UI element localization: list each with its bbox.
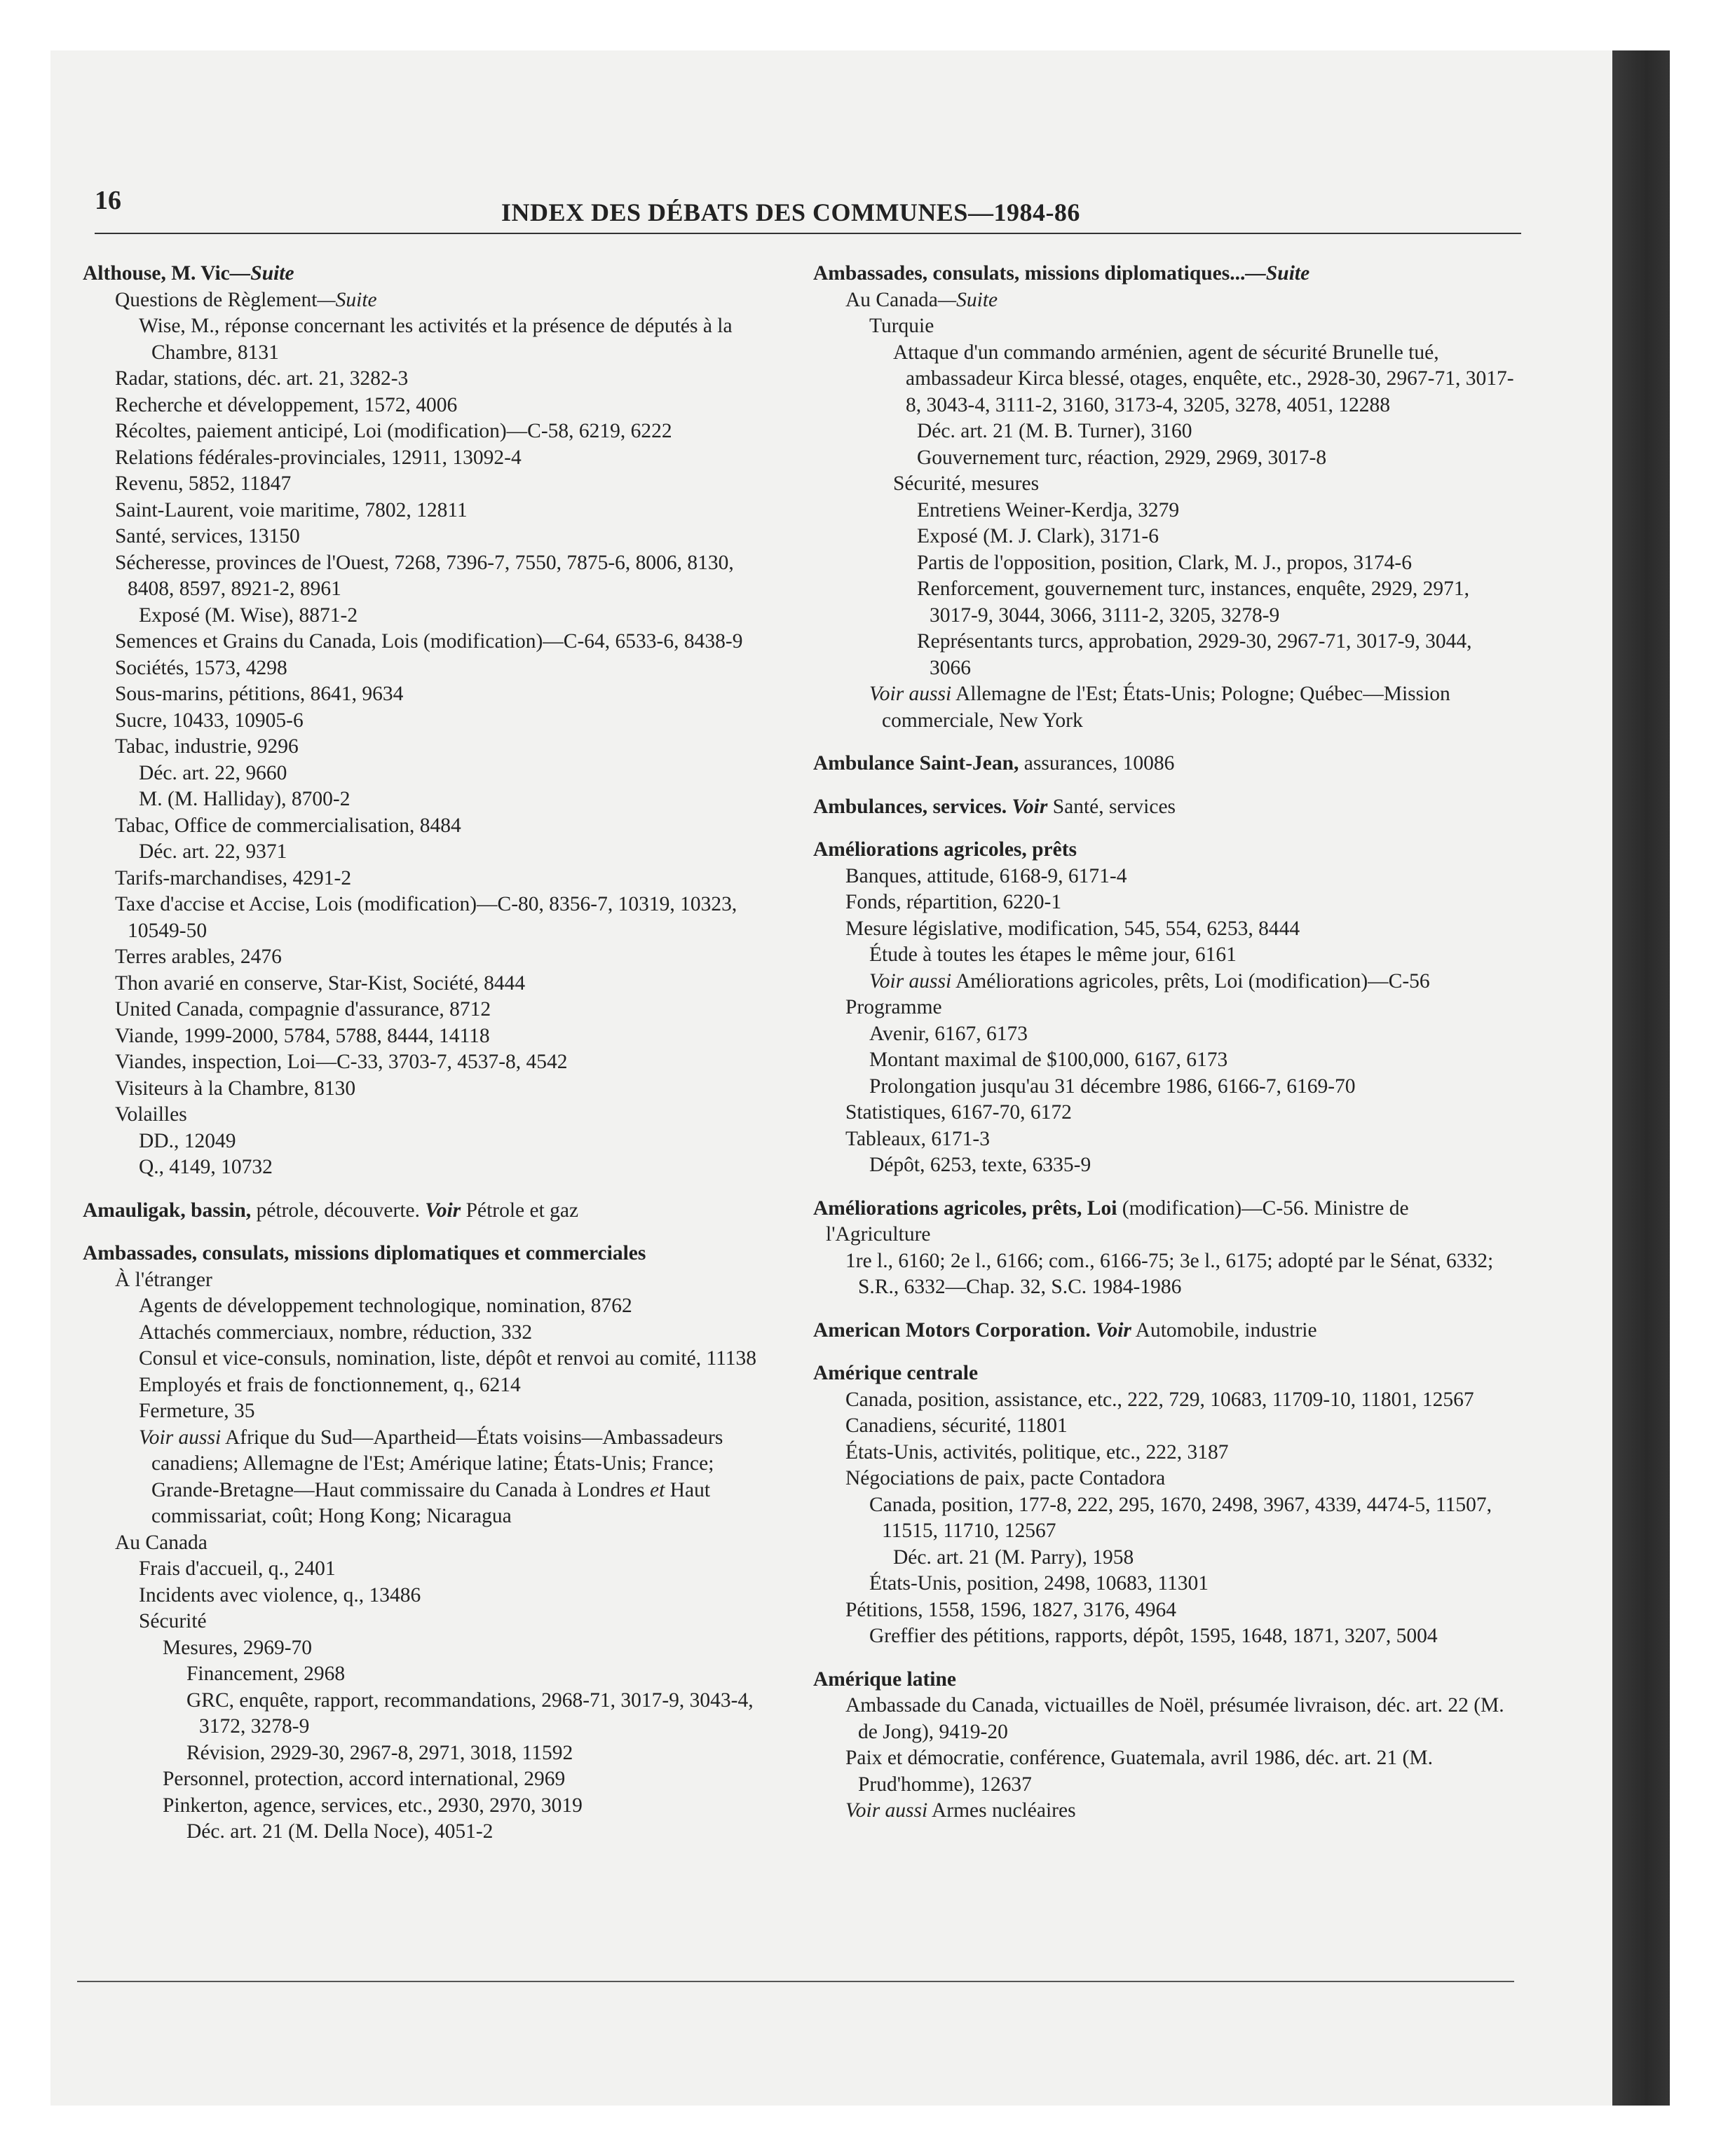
entry-text: Sécheresse, provinces de l'Ouest, 7268, 7396-7, 7550, 7875-6, 8006, 8130, 8408, 8597, 8921-2, 8961 — [115, 551, 734, 600]
entry-text: Sociétés, 1573, 4298 — [115, 656, 287, 679]
index-entry — [83, 1398, 784, 1425]
index-entry — [813, 995, 1514, 1021]
entry-text: Q., 4149, 10732 — [139, 1156, 273, 1178]
entry-text: Canada, position, 177-8, 222, 295, 1670, 2498, 3967, 4339, 4474-5, 11507, 11515, 11710, 12567 — [869, 1493, 1492, 1542]
entry-text: Sécurité — [139, 1610, 207, 1632]
entry-text: Révision, 2929-30, 2967-8, 2971, 3018, 11592 — [186, 1741, 573, 1764]
index-entry — [813, 498, 1514, 524]
index-entry — [813, 1021, 1514, 1048]
entry-italic-text: et — [650, 1478, 665, 1501]
index-entry — [83, 760, 784, 787]
entry-text — [1091, 1319, 1096, 1342]
index-entry — [813, 1597, 1514, 1624]
entry-text: Greffier des pétitions, rapports, dépôt, 1595, 1648, 1871, 3207, 5004 — [869, 1625, 1438, 1647]
entry-text: Incidents avec violence, q., 13486 — [139, 1583, 421, 1606]
entry-text: Relations fédérales-provinciales, 12911, 13092-4 — [115, 446, 522, 469]
index-heading — [813, 794, 1514, 821]
entry-text: Représentants turcs, approbation, 2929-30, 2967-71, 3017-9, 3044, 3066 — [917, 630, 1472, 679]
index-entry — [83, 1661, 784, 1688]
index-entry — [813, 1152, 1514, 1179]
index-entry — [83, 418, 784, 445]
index-entry — [83, 866, 784, 892]
entry-heading-text: Ambulance Saint-Jean, — [813, 752, 1019, 775]
entry-text: Allemagne de l'Est; États-Unis; Pologne; Québec—Mission commerciale, New York — [882, 683, 1450, 732]
continued-label: —Suite — [1245, 262, 1310, 285]
index-entry — [813, 313, 1514, 340]
index-entry — [83, 629, 784, 655]
entry-heading-text: Amérique latine — [813, 1667, 957, 1691]
index-entry — [813, 1387, 1514, 1414]
index-entry — [813, 969, 1514, 995]
entry-text: Exposé (M. Wise), 8871-2 — [139, 603, 358, 627]
index-entry — [83, 471, 784, 498]
index-heading — [813, 1318, 1514, 1344]
entry-text: Montant maximal de $100,000, 6167, 6173 — [869, 1049, 1228, 1071]
index-entry — [83, 1740, 784, 1767]
index-entry — [83, 1688, 784, 1740]
entry-text: À l'étranger — [115, 1268, 212, 1291]
entry-text: Sous-marins, pétitions, 8641, 9634 — [115, 683, 404, 705]
index-entry — [813, 1413, 1514, 1440]
entry-heading-text: American Motors Corporation. — [813, 1318, 1091, 1342]
index-entry — [813, 629, 1514, 681]
index-entry — [83, 1766, 784, 1793]
index-heading — [813, 1360, 1514, 1387]
entry-text: Paix et démocratie, conférence, Guatemala, avril 1986, déc. art. 21 (M. Prud'homme), 12637 — [845, 1747, 1433, 1796]
index-heading — [813, 1196, 1514, 1248]
index-entry — [813, 916, 1514, 943]
index-heading — [83, 1241, 784, 1267]
entry-text: Santé, services, 13150 — [115, 525, 300, 547]
index-entry — [83, 1556, 784, 1583]
index-entry — [83, 944, 784, 971]
entry-text: Recherche et développement, 1572, 4006 — [115, 393, 458, 416]
index-entry — [83, 1346, 784, 1372]
entry-text: Viande, 1999-2000, 5784, 5788, 8444, 14118 — [115, 1024, 490, 1047]
entry-text: Partis de l'opposition, position, Clark, M. J., propos, 3174-6 — [917, 551, 1412, 574]
cross-reference-label: Voir aussi — [869, 683, 952, 705]
entry-text: Renforcement, gouvernement turc, instances, enquête, 2929, 2971, 3017-9, 3044, 3066, 3111-2, 3205, 3278-9 — [917, 578, 1470, 627]
entry-text: Dépôt, 6253, texte, 6335-9 — [869, 1154, 1091, 1176]
index-entry — [813, 445, 1514, 472]
entry-text: Agents de développement technologique, nomination, 8762 — [139, 1295, 632, 1317]
entry-heading-text: Amérique centrale — [813, 1362, 979, 1384]
index-entry — [813, 340, 1514, 419]
index-entry — [83, 655, 784, 682]
index-entry — [813, 576, 1514, 629]
continued-label: —Suite — [317, 288, 377, 311]
index-entry — [83, 498, 784, 524]
entry-text: 1re l., 6160; 2e l., 6166; com., 6166-75; 3e l., 6175; adopté par le Sénat, 6332; S.R., 6332—Chap. 32, S.C. 1984-1986 — [845, 1249, 1494, 1298]
entry-text: Avenir, 6167, 6173 — [869, 1022, 1028, 1045]
entry-text: Tabac, Office de commercialisation, 8484 — [115, 814, 461, 837]
index-entry — [83, 839, 784, 866]
entry-text: Sucre, 10433, 10905-6 — [115, 709, 304, 732]
index-entry — [83, 1076, 784, 1103]
entry-text: Gouvernement turc, réaction, 2929, 2969, 3017-8 — [917, 446, 1327, 469]
index-entry — [83, 1583, 784, 1609]
index-entry — [83, 997, 784, 1023]
entry-heading-text: Ambulances, services. — [813, 795, 1007, 818]
entry-heading-text: Améliorations agricoles, prêts — [813, 838, 1077, 861]
index-entry — [83, 524, 784, 550]
entry-text: Thon avarié en conserve, Star-Kist, Société, 8444 — [115, 971, 526, 995]
continued-label: —Suite — [229, 262, 294, 285]
index-entry — [813, 1693, 1514, 1745]
index-entry — [813, 524, 1514, 550]
entry-text: Prolongation jusqu'au 31 décembre 1986, 6166-7, 6169-70 — [869, 1074, 1356, 1098]
index-entry — [813, 942, 1514, 969]
entry-text: Consul et vice-consuls, nomination, liste, dépôt et renvoi au comité, 11138 — [139, 1347, 757, 1370]
entry-text: Fonds, répartition, 6220-1 — [845, 891, 1062, 913]
index-entry — [83, 603, 784, 629]
entry-text: Au Canada — [845, 288, 938, 311]
index-entry — [83, 445, 784, 472]
index-entry — [83, 1530, 784, 1557]
entry-text: Déc. art. 21 (M. Della Noce), 4051-2 — [186, 1820, 494, 1843]
index-column-left — [83, 261, 784, 1845]
entry-text: Déc. art. 21 (M. B. Turner), 3160 — [917, 420, 1192, 442]
entry-text: Tarifs-marchandises, 4291-2 — [115, 866, 352, 889]
entry-heading-text: Althouse, M. Vic — [83, 262, 230, 285]
entry-text: États-Unis, activités, politique, etc., 222, 3187 — [845, 1440, 1229, 1464]
entry-text: Pétrole et gaz — [461, 1199, 579, 1222]
index-entry — [83, 813, 784, 840]
index-entry — [83, 1635, 784, 1662]
cross-reference-label: Voir — [1096, 1318, 1131, 1342]
index-entry — [813, 1100, 1514, 1126]
entry-text: assurances, 10086 — [1019, 752, 1175, 775]
cross-reference-label: Voir — [1012, 795, 1048, 818]
index-entry — [813, 864, 1514, 890]
entry-text: Haut commissariat, coût; Hong Kong; Nicaragua — [151, 1478, 711, 1527]
index-entry — [83, 393, 784, 419]
entry-text: Armes nucléaires — [927, 1799, 1076, 1822]
index-entry — [83, 1267, 784, 1294]
index-entry — [83, 1049, 784, 1076]
entry-text: Ambassade du Canada, victuailles de Noël, présumée livraison, déc. art. 22 (M. de Jong), 9419-20 — [845, 1694, 1504, 1743]
entry-text — [1007, 796, 1012, 818]
scan-dark-edge — [1612, 50, 1670, 2106]
index-entry — [83, 892, 784, 944]
entry-text: GRC, enquête, rapport, recommandations, 2968-71, 3017-9, 3043-4, 3172, 3278-9 — [186, 1688, 754, 1738]
index-column-right — [813, 261, 1514, 1824]
entry-text: Visiteurs à la Chambre, 8130 — [115, 1077, 356, 1100]
entry-text: Volailles — [115, 1103, 187, 1126]
entry-text: Déc. art. 21 (M. Parry), 1958 — [893, 1546, 1134, 1569]
index-entry — [83, 1128, 784, 1155]
entry-text: Employés et frais de fonctionnement, q., 6214 — [139, 1373, 521, 1396]
entry-text: Saint-Laurent, voie maritime, 7802, 12811 — [115, 498, 468, 521]
entry-text: États-Unis, position, 2498, 10683, 11301 — [869, 1572, 1209, 1595]
index-entry — [813, 1440, 1514, 1466]
entry-text: Canadiens, sécurité, 11801 — [845, 1414, 1068, 1437]
entry-text: Améliorations agricoles, prêts, Loi (modification)—C-56 — [951, 969, 1430, 992]
entry-text: United Canada, compagnie d'assurance, 8712 — [115, 998, 491, 1021]
entry-text: Pinkerton, agence, services, etc., 2930, 2970, 3019 — [163, 1794, 583, 1817]
index-entry — [813, 1571, 1514, 1597]
entry-text: Afrique du Sud—Apartheid—États voisins—Ambassadeurs canadiens; Allemagne de l'Est; Amérique latine; États-Unis; France; Grande-Bretagne—Haut commissaire du Canada à Londres — [151, 1426, 723, 1501]
entry-text: Déc. art. 22, 9371 — [139, 840, 287, 863]
entry-text: (modification)—C-56. Ministre de l'Agriculture — [826, 1196, 1409, 1246]
index-entry — [83, 1609, 784, 1635]
index-entry — [813, 681, 1514, 734]
entry-text: Programme — [845, 996, 942, 1018]
index-entry — [83, 681, 784, 708]
entry-heading-text: Ambassades, consulats, missions diplomatiques et commerciales — [83, 1242, 646, 1264]
entry-text: Wise, M., réponse concernant les activités et la présence de députés à la Chambre, 8131 — [139, 315, 733, 364]
entry-text: Semences et Grains du Canada, Lois (modification)—C-64, 6533-6, 8438-9 — [115, 630, 743, 653]
entry-text: Mesure législative, modification, 545, 554, 6253, 8444 — [845, 917, 1300, 940]
index-entry — [813, 1126, 1514, 1153]
entry-text: Tabac, industrie, 9296 — [115, 735, 299, 758]
index-entry — [83, 1320, 784, 1346]
index-entry — [83, 734, 784, 760]
entry-text: Sécurité, mesures — [893, 472, 1040, 495]
entry-text: Étude à toutes les étapes le même jour, 6161 — [869, 943, 1237, 966]
index-entry — [813, 471, 1514, 498]
page-number: 16 — [95, 186, 121, 215]
index-entry — [83, 1793, 784, 1820]
index-entry — [813, 550, 1514, 577]
index-entry — [813, 1248, 1514, 1301]
index-entry — [83, 1023, 784, 1050]
index-entry — [813, 1623, 1514, 1650]
index-entry — [813, 1492, 1514, 1545]
cross-reference-label: Voir aussi — [139, 1426, 222, 1449]
index-entry — [813, 418, 1514, 445]
entry-text: Au Canada — [115, 1531, 207, 1554]
entry-text: Radar, stations, déc. art. 21, 3282-3 — [115, 367, 409, 390]
index-heading — [813, 1667, 1514, 1693]
index-heading — [813, 837, 1514, 864]
entry-text: Canada, position, assistance, etc., 222, 729, 10683, 11709-10, 11801, 12567 — [845, 1388, 1474, 1411]
footer-rule — [77, 1981, 1514, 1982]
entry-text: pétrole, découverte. — [251, 1199, 426, 1222]
entry-text: Statistiques, 6167-70, 6172 — [845, 1101, 1072, 1124]
index-entry — [83, 786, 784, 813]
page-header — [95, 184, 1521, 234]
index-entry — [813, 1798, 1514, 1824]
entry-text: Viandes, inspection, Loi—C-33, 3703-7, 4537-8, 4542 — [115, 1051, 568, 1073]
index-entry — [83, 550, 784, 603]
entry-text: Revenu, 5852, 11847 — [115, 472, 292, 495]
entry-text: Déc. art. 22, 9660 — [139, 761, 287, 784]
entry-text: Automobile, industrie — [1131, 1318, 1317, 1342]
entry-text: Fermeture, 35 — [139, 1400, 255, 1422]
running-title: INDEX DES DÉBATS DES COMMUNES—1984-86 — [501, 198, 1080, 226]
index-entry — [83, 313, 784, 366]
index-entry — [83, 1425, 784, 1530]
entry-text: Banques, attitude, 6168-9, 6171-4 — [845, 864, 1127, 887]
entry-text: Exposé (M. J. Clark), 3171-6 — [917, 525, 1159, 547]
index-entry — [813, 1466, 1514, 1492]
index-entry — [83, 1154, 784, 1181]
continued-label: —Suite — [937, 288, 998, 311]
cross-reference-label: Voir — [425, 1199, 461, 1222]
entry-text: Attachés commerciaux, nombre, réduction, 332 — [139, 1321, 533, 1344]
entry-text: Turquie — [869, 315, 934, 337]
index-entry — [83, 1372, 784, 1399]
entry-text: Questions de Règlement — [115, 288, 318, 311]
cross-reference-label: Voir aussi — [869, 969, 952, 992]
index-entry — [813, 287, 1514, 314]
index-entry — [813, 1074, 1514, 1100]
index-heading — [813, 261, 1514, 287]
index-heading — [813, 751, 1514, 777]
entry-text: Frais d'accueil, q., 2401 — [139, 1557, 336, 1580]
entry-text: Récoltes, paiement anticipé, Loi (modification)—C-58, 6219, 6222 — [115, 420, 672, 442]
entry-heading-text: Améliorations agricoles, prêts, Loi — [813, 1196, 1117, 1220]
index-entry — [813, 889, 1514, 916]
index-entry — [83, 1819, 784, 1845]
entry-text: DD., 12049 — [139, 1129, 236, 1152]
entry-text: Financement, 2968 — [186, 1663, 346, 1685]
index-entry — [83, 708, 784, 735]
entry-heading-text: Ambassades, consulats, missions diplomatiques... — [813, 262, 1246, 285]
entry-text: Entretiens Weiner-Kerdja, 3279 — [917, 498, 1180, 521]
entry-text: Pétitions, 1558, 1596, 1827, 3176, 4964 — [845, 1598, 1177, 1621]
entry-text: Santé, services — [1047, 795, 1176, 818]
entry-text: Négociations de paix, pacte Contadora — [845, 1467, 1166, 1489]
cross-reference-label: Voir aussi — [845, 1799, 928, 1822]
index-entry — [83, 1293, 784, 1320]
entry-text: Attaque d'un commando arménien, agent de sécurité Brunelle tué, ambassadeur Kirca blessé, otages, enquête, etc., 2928-30, 2967-71, 3017-8, 3043-4, 3111-2, 3160, 3173-4, 3205, 3278, 4051, 12288 — [893, 341, 1514, 416]
index-entry — [83, 1102, 784, 1128]
entry-heading-text: Amauligak, bassin, — [83, 1199, 252, 1222]
entry-text: Taxe d'accise et Accise, Lois (modification)—C-80, 8356-7, 10319, 10323, 10549-50 — [115, 893, 737, 942]
index-entry — [83, 366, 784, 393]
index-entry — [813, 1545, 1514, 1571]
entry-text: Mesures, 2969-70 — [163, 1636, 313, 1659]
index-entry — [83, 971, 784, 997]
index-entry — [83, 287, 784, 314]
entry-text: Tableaux, 6171-3 — [845, 1127, 991, 1150]
entry-text: Personnel, protection, accord international, 2969 — [163, 1768, 566, 1790]
index-entry — [813, 1745, 1514, 1798]
index-entry — [813, 1047, 1514, 1074]
entry-text: M. (M. Halliday), 8700-2 — [139, 788, 351, 810]
index-heading — [83, 261, 784, 287]
entry-text: Terres arables, 2476 — [115, 946, 282, 968]
index-heading — [83, 1198, 784, 1224]
